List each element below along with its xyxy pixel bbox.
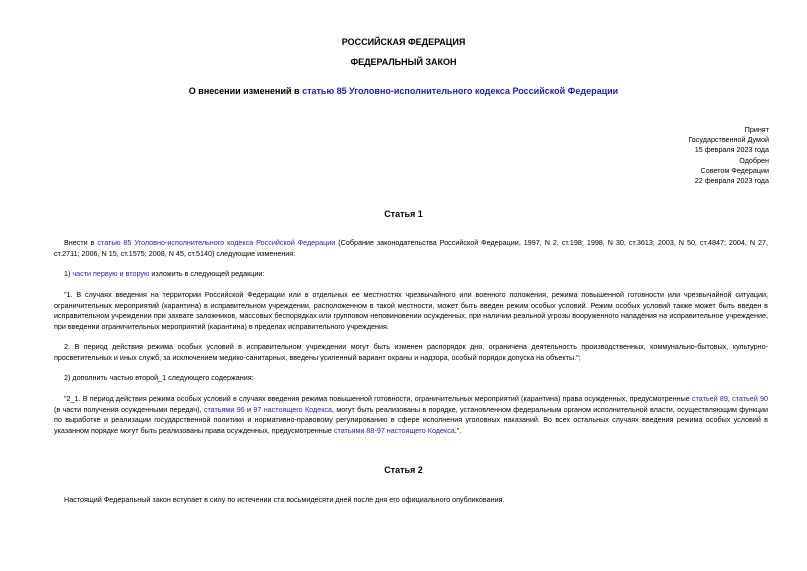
link-article-96[interactable]: статьями 96 xyxy=(203,404,245,414)
quote-part-2-1 xyxy=(54,394,768,436)
item-1 xyxy=(54,269,768,280)
adoption-block xyxy=(688,125,769,186)
law-title xyxy=(0,86,807,96)
link-article-97[interactable]: 97 настоящего Кодекса xyxy=(253,404,333,414)
item-1-prefix: 1) xyxy=(64,269,73,278)
article-1-heading: Статья 1 xyxy=(384,209,423,219)
adoption-accepted: Принят xyxy=(744,125,769,134)
link-article-89[interactable]: статьей 89 xyxy=(691,394,728,403)
item-2: 2) дополнить частью второй_1 следующего содержания: xyxy=(64,373,254,382)
article-2-heading: Статья 2 xyxy=(384,465,423,475)
link-articles-88-97[interactable]: статьями 88-97 настоящего Кодекса xyxy=(333,425,455,435)
quote-2-1-f: .". xyxy=(454,425,462,435)
intro-prefix: Внести в xyxy=(64,238,98,247)
quote-2-1-c: (в части получения осужденными передач), xyxy=(54,404,204,414)
article-2-text: Настоящий Федеральный закон вступает в силу по истечении ста восьмидесяти дней после дня его официального опубликования. xyxy=(64,495,505,504)
country-heading: РОССИЙСКАЯ ФЕДЕРАЦИЯ xyxy=(341,37,466,47)
quote-2-1-b: , xyxy=(727,394,733,403)
law-title-prefix: О внесении изменений в xyxy=(188,86,303,96)
quote-2-1-d: и xyxy=(244,404,254,414)
adoption-duma: Государственной Думой xyxy=(688,135,769,145)
item-1-rest: изложить в следующей редакции: xyxy=(149,269,265,278)
adoption-duma-date: 15 февраля 2023 года xyxy=(694,145,769,155)
adoption-council-date: 22 февраля 2023 года xyxy=(694,176,769,186)
item-1-link[interactable]: части первую и вторую xyxy=(72,269,150,278)
quote-2-1-a: "2_1. В период действия режима особых условий в случаях введения режима повышенной готовности, ограничительных мероприятий (карантина) права осужденных, предусмотренные xyxy=(64,394,692,403)
adoption-council: Советом Федерации xyxy=(700,165,769,175)
quote-part-2: 2. В период действия режима особых условий в исправительном учреждении могут быть изменен распорядок дня, ограничена деятельность производственных, коммунально-бытовых, культурно-просветительных и иных служб, за исключением медико-санитарных, введены усиленный вариант охраны и надзора, особый порядок допуска на объекты."; xyxy=(54,342,768,362)
intro-rest: (Собрание законодательства Российской Федерации, 1997, N 2, ст.198; 1998, N 30, ст.3613; 2003, N 50, ст.4847; 2004, N 27, ст.2711; 2006, N 15, ст.1575; 2008, N 45, ст.5140) следующие изменения: xyxy=(54,238,768,258)
link-article-90[interactable]: статьей 90 xyxy=(732,394,769,403)
quote-2-1-e: , могут быть реализованы в порядке, установленном федеральным органом исполнительной власти, осуществляющим функции по выработке и реализации государственной политики и нормативно-правовому регулированию в сфере исполнения уголовных наказаний. Во всех остальных случаях введения режима особых условий в указанном порядке могут быть реализованы права осужденных, предусмотренные xyxy=(54,404,768,435)
law-title-link[interactable]: статью 85 Уголовно-исполнительного кодекса Российской Федерации xyxy=(302,86,619,96)
adoption-approved: Одобрен xyxy=(739,155,769,165)
law-type-heading: ФЕДЕРАЛЬНЫЙ ЗАКОН xyxy=(350,57,457,67)
quote-part-1: "1. В случаях введения на территории Российской Федерации или в отдельных ее местностях чрезвычайного или военного положения, режима повышенной готовности или чрезвычайной ситуации, ограничительных мероприятий (карантина) в исправительном учреждении, расположенном в такой местности, может быть введен режим особых условий. Режим особых условий также может быть введен в исправительном учреждении при захвате заложников, массовых беспорядках или групповом неповиновении осужденных, при наличии реальной угрозы вооруженного нападения на исправительное учреждение, при введении ограничительных мероприятий (карантина) в пределах исправительного учреждения. xyxy=(54,290,768,331)
intro-link[interactable]: статью 85 Уголовно-исполнительного кодекса Российской Федерации xyxy=(97,238,336,247)
article-1-intro xyxy=(54,238,768,259)
